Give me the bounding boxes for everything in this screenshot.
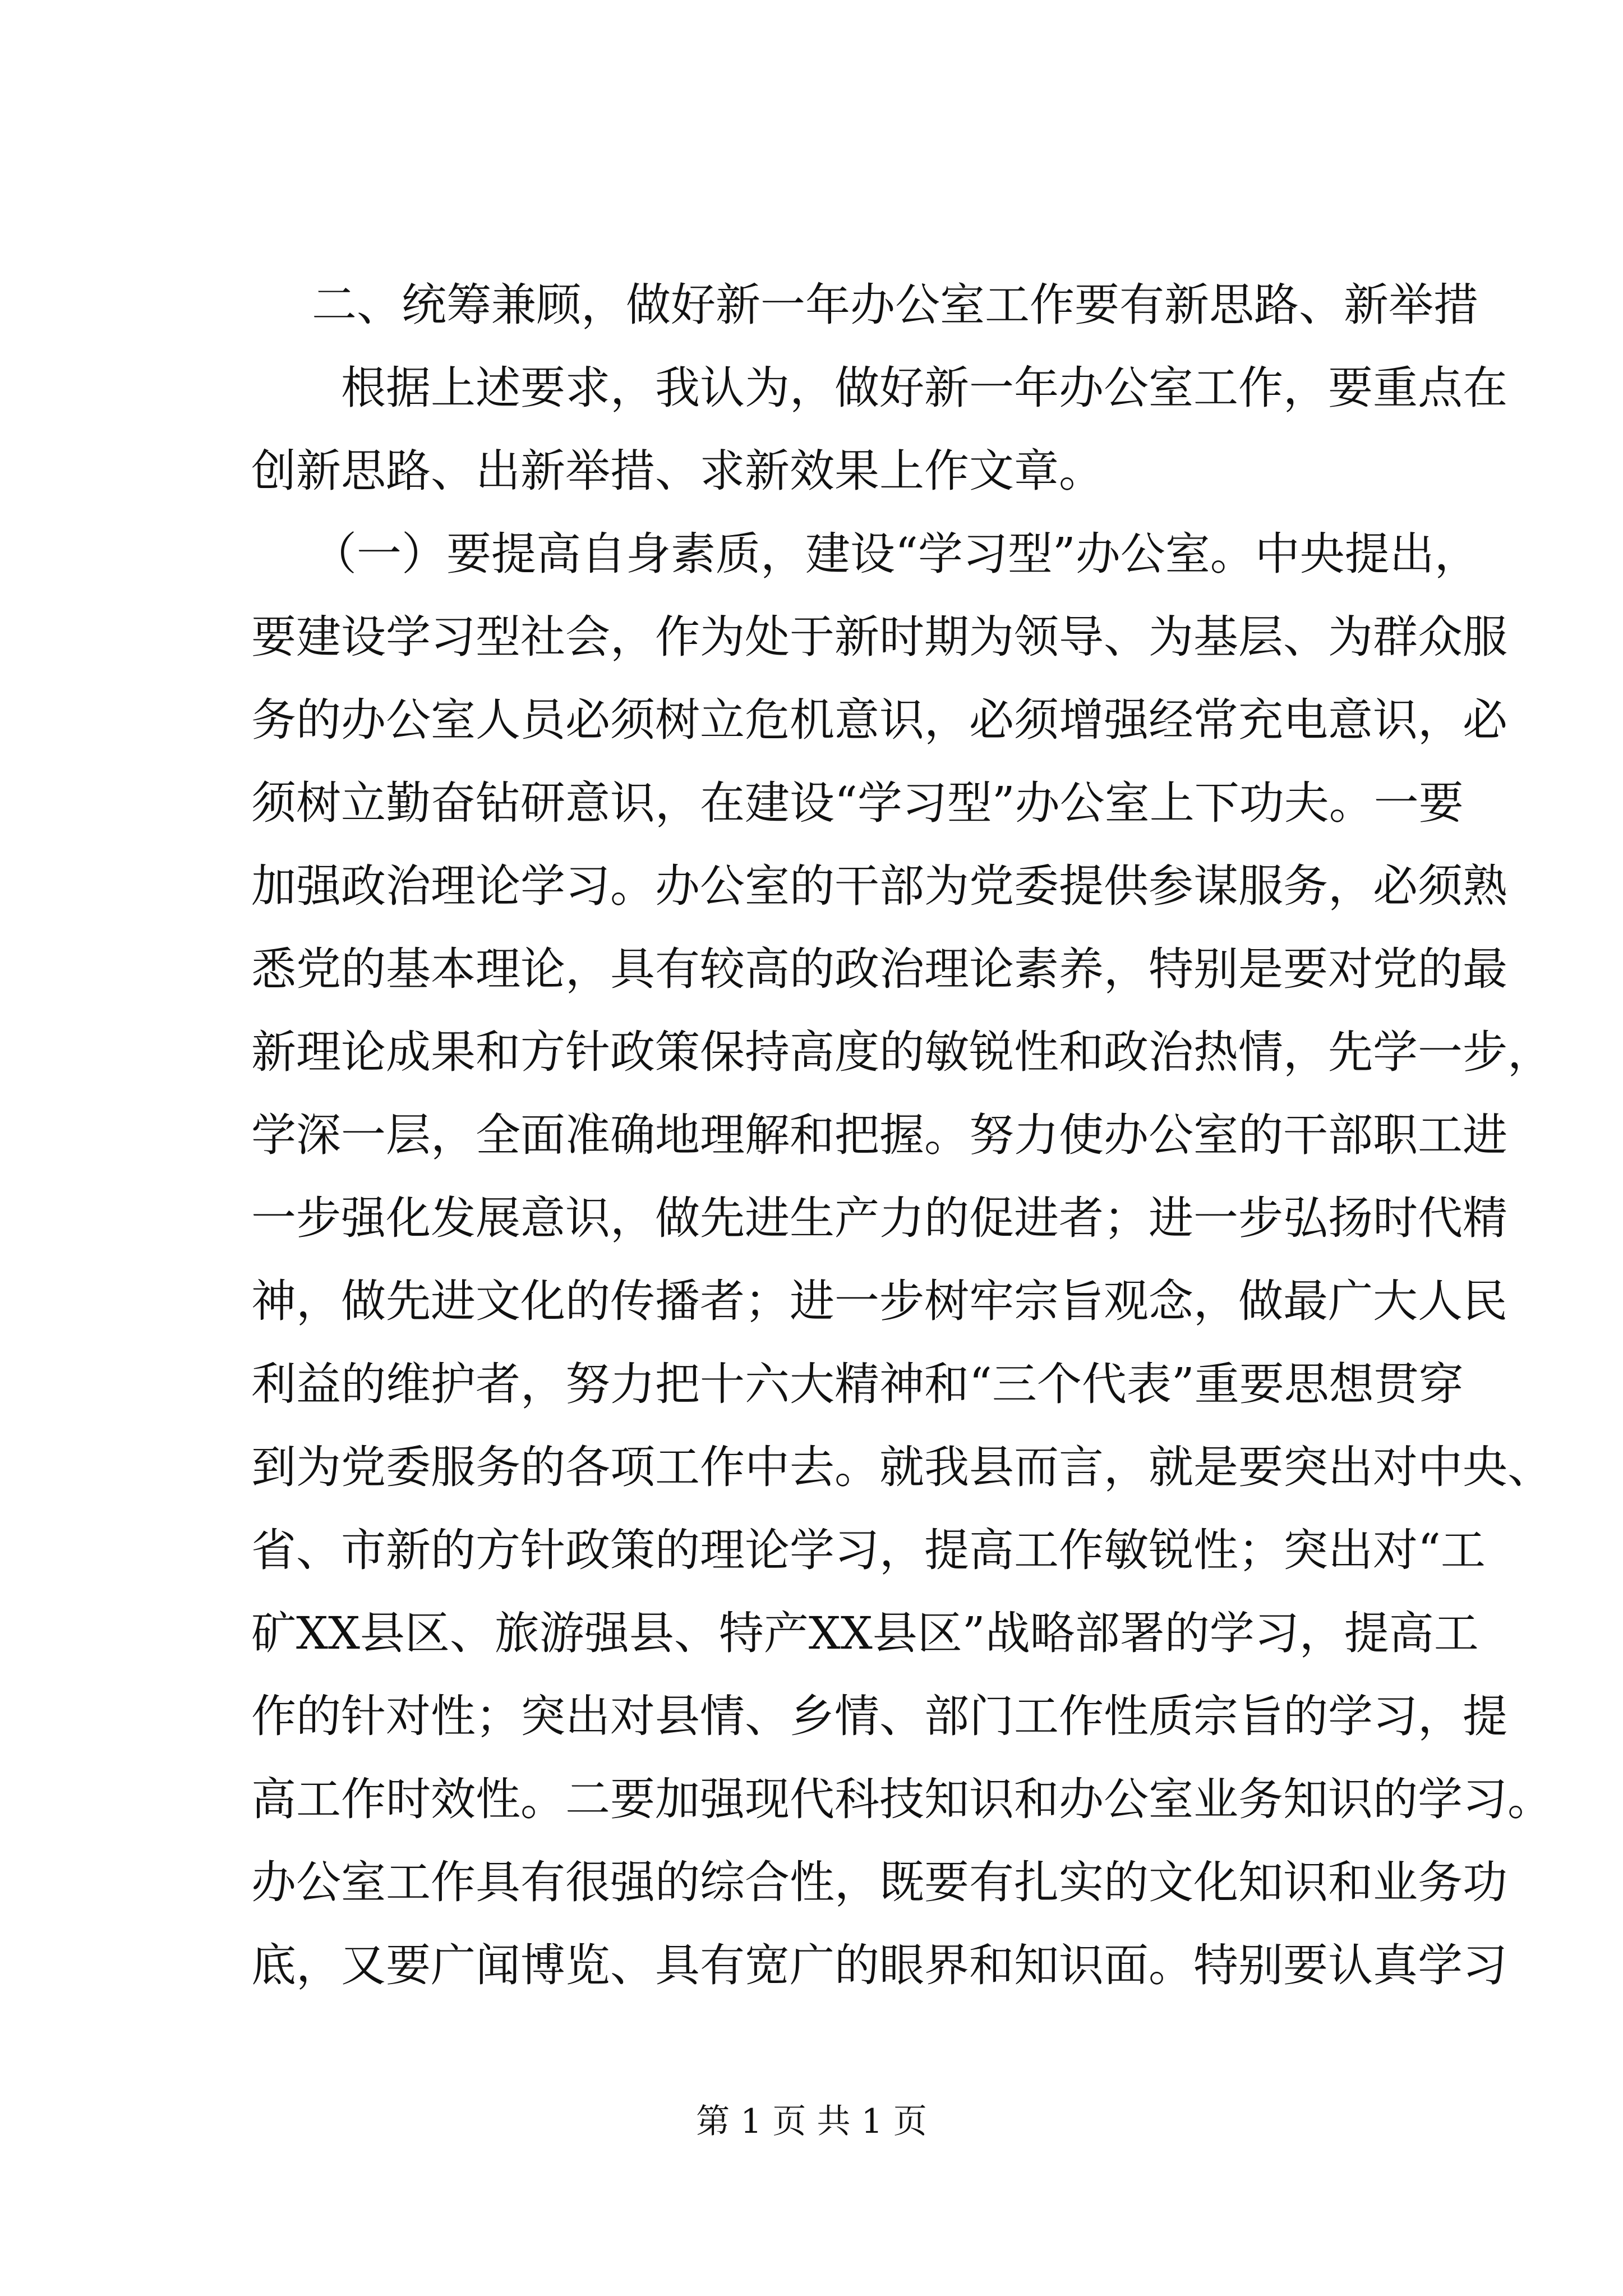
- paragraph-line: 到为党委服务的各项工作中去。就我县而言，就是要突出对中央、: [251, 1441, 1552, 1493]
- paragraph-line: 学深一层，全面准确地理解和把握。努力使办公室的干部职工进: [251, 1109, 1507, 1161]
- paragraph-line: 神，做先进文化的传播者；进一步树牢宗旨观念，做最广大人民: [251, 1275, 1507, 1327]
- paragraph-line: 利益的维护者，努力把十六大精神和“三个代表”重要思想贯穿: [251, 1358, 1464, 1410]
- section-heading: 二、统筹兼顾，做好新一年办公室工作要有新思路、新举措: [312, 279, 1478, 331]
- paragraph-line: 办公室工作具有很强的综合性，既要有扎实的文化知识和业务功: [251, 1856, 1507, 1908]
- paragraph-line: 矿XX县区、旅游强县、特产XX县区”战略部署的学习，提高工: [251, 1607, 1479, 1659]
- paragraph-line: 高工作时效性。二要加强现代科技知识和办公室业务知识的学习。: [251, 1773, 1552, 1825]
- paragraph-line: 作的针对性；突出对县情、乡情、部门工作性质宗旨的学习，提: [251, 1690, 1507, 1742]
- paragraph-line: 新理论成果和方针政策保持高度的敏锐性和政治热情，先学一步，: [251, 1026, 1552, 1078]
- paragraph-line: 一步强化发展意识，做先进生产力的促进者；进一步弘扬时代精: [251, 1192, 1507, 1244]
- paragraph-line: 悉党的基本理论，具有较高的政治理论素养，特别是要对党的最: [251, 943, 1507, 995]
- page-footer: [0, 2099, 1623, 2144]
- subsection-heading-line: （一）要提高自身素质，建设“学习型”办公室。中央提出，: [312, 528, 1479, 580]
- paragraph-line: 省、市新的方针政策的理论学习，提高工作敏锐性；突出对“工: [251, 1524, 1486, 1576]
- paragraph-line: 创新思路、出新举措、求新效果上作文章。: [251, 445, 1104, 497]
- page-number-label: 第 1 页 共 1 页: [696, 2102, 927, 2141]
- paragraph-line: 务的办公室人员必须树立危机意识，必须增强经常充电意识，必: [251, 694, 1507, 746]
- paragraph-line: 根据上述要求，我认为，做好新一年办公室工作，要重点在: [341, 362, 1507, 414]
- paragraph-line: 须树立勤奋钻研意识，在建设“学习型”办公室上下功夫。一要: [251, 777, 1464, 829]
- paragraph-line: 底，又要广闻博览、具有宽广的眼界和知识面。特别要认真学习: [251, 1939, 1507, 1991]
- paragraph-line: 加强政治理论学习。办公室的干部为党委提供参谋服务，必须熟: [251, 860, 1507, 912]
- document-body: [251, 264, 1552, 2007]
- paragraph-line: 要建设学习型社会，作为处于新时期为领导、为基层、为群众服: [251, 611, 1507, 663]
